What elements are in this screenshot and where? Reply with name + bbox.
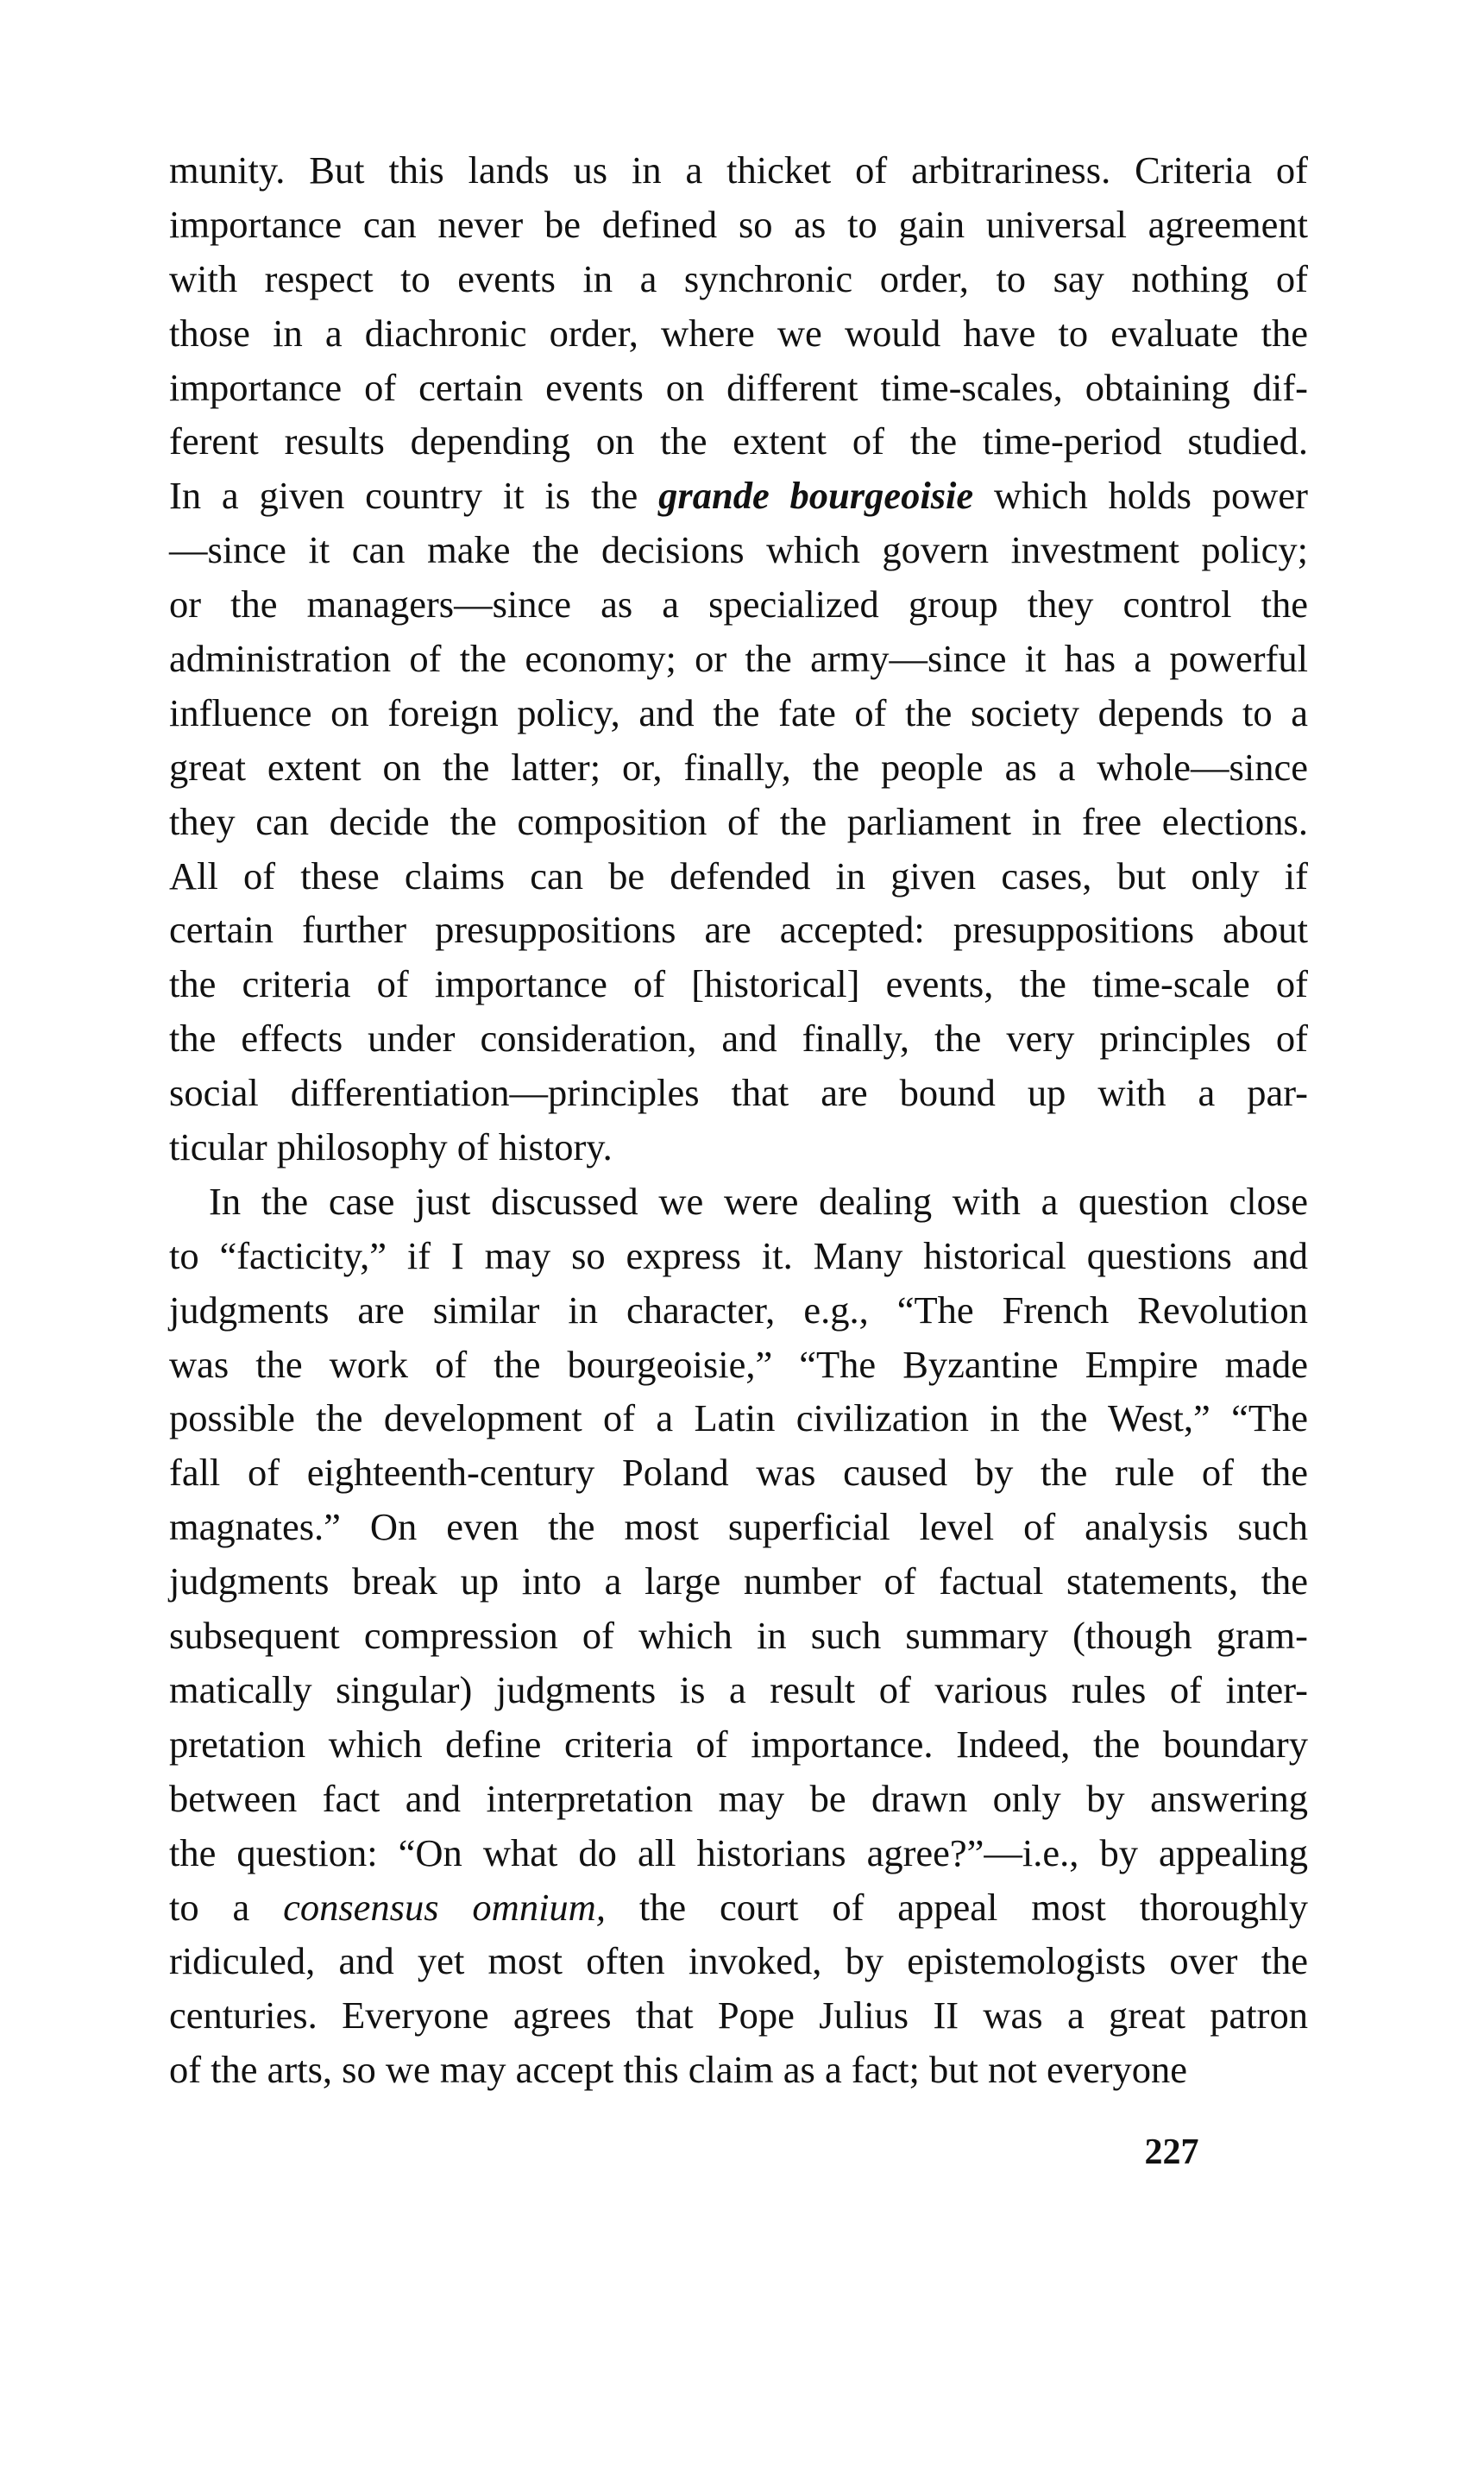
text-segment: the question: “On what do all historians agree?”—i.e., by appealing — [169, 1830, 1308, 1874]
text-segment: between fact and interpretation may be drawn only by answering — [169, 1776, 1308, 1820]
text-segment: or the managers—since as a specialized group they control the — [169, 583, 1308, 627]
page-number: 227 — [1144, 2132, 1199, 2172]
text-line — [169, 1717, 1308, 1772]
text-line — [169, 686, 1308, 740]
text-line — [169, 143, 1308, 198]
text-line — [169, 306, 1308, 361]
italic-phrase: grande bourgeoisie — [658, 474, 974, 518]
paragraph — [169, 1175, 1308, 2097]
text-line — [169, 1934, 1308, 1988]
text-segment: All of these claims can be defended in given cases, but only if — [169, 853, 1308, 898]
text-segment: ridiculed, and yet most often invoked, by epistemologists over the — [169, 1939, 1308, 1983]
text-line — [169, 1663, 1308, 1717]
text-line — [169, 1011, 1308, 1066]
text-line — [169, 1880, 1308, 1935]
text-segment: social differentiation—principles that are bound up with a par- — [169, 1071, 1308, 1115]
text-line — [169, 1066, 1308, 1120]
text-line — [169, 361, 1308, 415]
text-segment: which holds power — [973, 474, 1309, 518]
text-line — [169, 1446, 1308, 1500]
text-line — [169, 740, 1308, 795]
text-line — [169, 577, 1308, 632]
text-line — [169, 252, 1308, 306]
text-line — [169, 1283, 1308, 1338]
text-segment: influence on foreign policy, and the fate of the society depends to a — [169, 690, 1308, 734]
text-line — [169, 632, 1308, 686]
text-segment: possible the development of a Latin civilization in the West,” “The — [169, 1396, 1308, 1440]
text-line — [169, 849, 1308, 904]
text-line — [169, 1391, 1308, 1446]
text-segment: munity. But this lands us in a thicket of arbitrariness. Criteria of — [169, 148, 1308, 192]
paragraph — [169, 143, 1308, 1175]
text-segment: subsequent compression of which in such summary (though gram- — [169, 1614, 1308, 1658]
text-segment: fall of eighteenth-century Poland was caused by the rule of the — [169, 1451, 1308, 1495]
text-line — [169, 1826, 1308, 1880]
text-segment: of the arts, so we may accept this claim as a fact; but not everyone — [169, 2048, 1188, 2092]
text-segment: pretation which define criteria of importance. Indeed, the boundary — [169, 1722, 1308, 1766]
text-segment: to “facticity,” if I may so express it. Many historical questions and — [169, 1233, 1308, 1277]
text-segment: was the work of the bourgeoisie,” “The Byzantine Empire made — [169, 1342, 1308, 1386]
text-line — [169, 469, 1308, 523]
text-line — [169, 1609, 1308, 1663]
text-segment: certain further presuppositions are accepted: presuppositions about — [169, 908, 1308, 952]
text-segment: In a given country it is the — [169, 474, 659, 518]
text-segment: magnates.” On even the most superficial level of analysis such — [169, 1505, 1308, 1549]
text-segment: ferent results depending on the extent of the time-period studied. — [169, 419, 1308, 463]
text-segment: judgments are similar in character, e.g., “The French Revolution — [169, 1288, 1308, 1332]
text-segment: the court of appeal most thoroughly — [605, 1885, 1308, 1929]
text-segment: importance of certain events on different time-scales, obtaining dif- — [169, 365, 1308, 409]
text-segment: to a — [169, 1885, 284, 1929]
text-line — [169, 1772, 1308, 1826]
text-line — [169, 1229, 1308, 1283]
text-line — [169, 903, 1308, 957]
text-segment: ticular philosophy of history. — [169, 1125, 613, 1169]
text-line — [169, 198, 1308, 252]
text-line — [169, 1338, 1308, 1392]
text-line — [169, 795, 1308, 849]
text-segment: they can decide the composition of the parliament in free elections. — [169, 799, 1308, 843]
text-line — [169, 1175, 1308, 1229]
text-line — [169, 2043, 1308, 2097]
text-segment: administration of the economy; or the army—since it has a powerful — [169, 637, 1308, 681]
text-line — [169, 414, 1308, 469]
text-segment: In the case just discussed we were dealing with a question close — [209, 1179, 1308, 1223]
text-segment: matically singular) judgments is a result of various rules of inter- — [169, 1667, 1308, 1711]
text-segment: the effects under consideration, and finally, the very principles of — [169, 1017, 1308, 1061]
text-segment: great extent on the latter; or, finally, the people as a whole—since — [169, 745, 1308, 789]
text-line — [169, 523, 1308, 577]
body-text — [169, 143, 1308, 2097]
italic-phrase: consensus omnium, — [283, 1885, 606, 1929]
text-segment: those in a diachronic order, where we would have to evaluate the — [169, 311, 1308, 355]
text-segment: —since it can make the decisions which govern investment policy; — [169, 528, 1308, 572]
text-segment: centuries. Everyone agrees that Pope Julius II was a great patron — [169, 1994, 1308, 2038]
text-line — [169, 1988, 1308, 2043]
text-line — [169, 957, 1308, 1011]
text-segment: judgments break up into a large number of factual statements, the — [169, 1559, 1308, 1603]
text-line — [169, 1500, 1308, 1554]
text-line — [169, 1554, 1308, 1609]
text-segment: the criteria of importance of [historical] events, the time-scale of — [169, 962, 1308, 1006]
text-line — [169, 1120, 1308, 1175]
text-segment: with respect to events in a synchronic order, to say nothing of — [169, 256, 1308, 300]
text-segment: importance can never be defined so as to gain universal agreement — [169, 202, 1308, 246]
